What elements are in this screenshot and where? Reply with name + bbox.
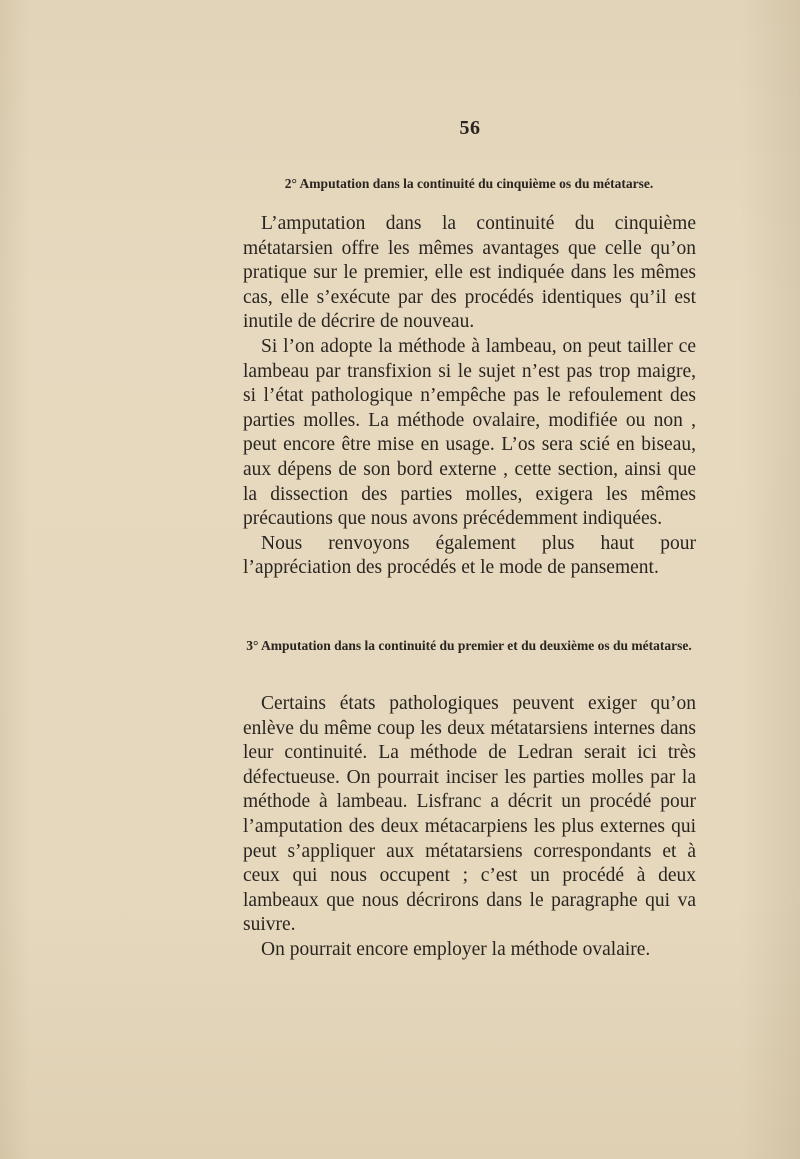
- paragraph: L’amputation dans la continuité du cinquième métatarsien offre les mêmes avantages que celle qu’on pratique sur le premier, elle est indiquée dans les mêmes cas, elle s’exécute par des procédés identiques qu’il est inutile de décrire de nouveau.: [243, 213, 696, 333]
- paragraph: On pourrait encore employer la méthode ovalaire.: [261, 938, 651, 960]
- section-heading-fifth-metatarsal: 2° Amputation dans la continuité du cinquième os du métatarse.: [284, 176, 654, 191]
- section-body-fifth-metatarsal: [243, 212, 696, 581]
- page-number: 56: [459, 117, 481, 139]
- paragraph: Si l’on adopte la méthode à lambeau, on peut tailler ce lambeau par transfixion si le sujet n’est pas trop maigre, si l’état pathologique n’empêche pas le refoulement des parties molles. La méthode ovalaire, modifiée ou non , peut encore être mise en usage. L’os sera scié en biseau, aux dépens de son bord externe , cette section, ainsi que la dissection des parties molles, exigera les mêmes précautions que nous avons précédemment indiquées.: [243, 335, 696, 530]
- section-heading-first-second-metatarsal: 3° Amputation dans la continuité du premier et du deuxième os du métatarse.: [246, 638, 692, 653]
- paragraph: Certains états pathologiques peuvent exiger qu’on enlève du même coup les deux métatarsiens internes dans leur continuité. La méthode de Ledran serait ici très défectueuse. On pourrait inciser les parties molles par la méthode à lambeau. Lisfranc a décrit un procédé pour l’amputation des deux métacarpiens les plus externes qui peut s’appliquer aux métatarsiens correspondants et à ceux qui nous occupent ; c’est un procédé à deux lambeaux que nous décrirons dans le paragraphe qui va suivre.: [243, 693, 696, 936]
- section-body-first-second-metatarsal: [243, 692, 696, 963]
- paragraph: Nous renvoyons également plus haut pour l’appréciation des procédés et le mode de pansement.: [243, 532, 696, 579]
